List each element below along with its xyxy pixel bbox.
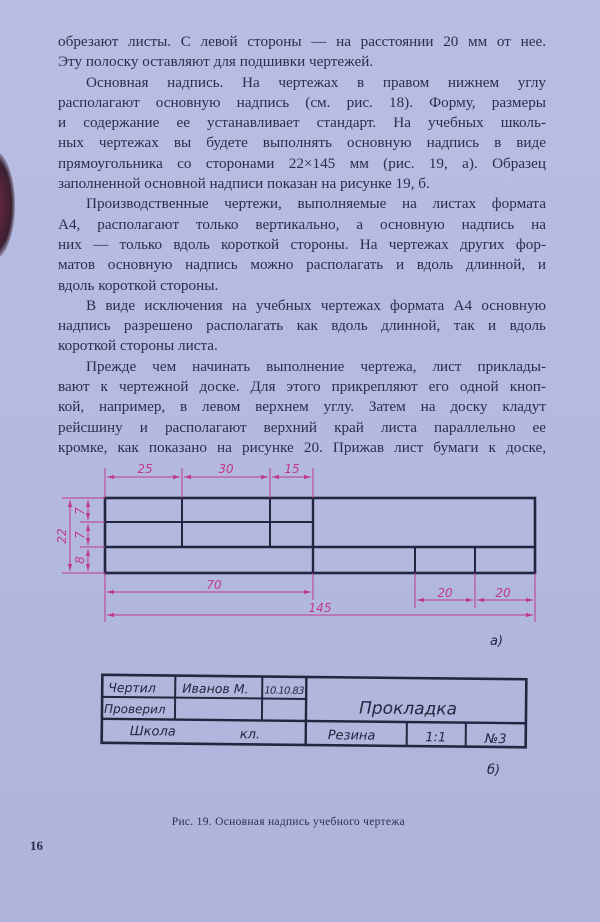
cell-school: Школа bbox=[129, 724, 176, 740]
text-line: рейсшину и располагают верхний край листа параллельно ее bbox=[58, 418, 546, 436]
cell-drew-date: 10.10.83 bbox=[264, 685, 305, 697]
cell-material: Резина bbox=[327, 728, 376, 744]
text-line: кромке, как показано на рисунке 20. Прижав лист бумаги к доске, bbox=[58, 438, 546, 456]
figure-b-label: б) bbox=[487, 763, 501, 778]
text-line: короткой стороны листа. bbox=[58, 337, 218, 355]
cell-class: кл. bbox=[239, 727, 261, 743]
title-block-filled bbox=[102, 675, 527, 747]
text-line: обрезают листы. С левой стороны — на расстоянии 20 мм от нее. bbox=[58, 33, 546, 50]
dim-145: 145 bbox=[308, 601, 332, 615]
text-line: вдоль короткой стороны. bbox=[58, 276, 219, 294]
dim-15: 15 bbox=[284, 462, 300, 476]
cell-drew-name: Иванов М. bbox=[182, 680, 249, 697]
cell-scale: 1:1 bbox=[425, 730, 447, 746]
text-line: ных чертежах вы будете выполнять основную надпись в виде bbox=[58, 134, 546, 152]
text-line: А4, располагают только вертикально, а основную надпись на bbox=[58, 215, 546, 233]
text-line: заполненной основной надписи показан на рисунке 19, б. bbox=[58, 175, 430, 193]
text-line: и содержание ее устанавливает стандарт. На учебных школь- bbox=[58, 114, 546, 132]
text-line: Эту полоску оставляют для подшивки чертежей. bbox=[58, 53, 374, 71]
figure-caption: Рис. 19. Основная надпись учебного чертежа bbox=[171, 816, 405, 828]
cell-drew-label: Чертил bbox=[108, 679, 156, 696]
text-line: прямоугольника со сторонами 22×145 мм (рис. 19, а). Образец bbox=[58, 154, 546, 172]
text-line: Производственные чертежи, выполняемые на листах формата bbox=[86, 195, 546, 213]
dim-7-top: 7 bbox=[73, 507, 87, 515]
page-number: 16 bbox=[30, 838, 43, 853]
dim-7-mid: 7 bbox=[73, 531, 87, 539]
title-block-outline-a bbox=[105, 498, 535, 573]
figure-a-label: а) bbox=[490, 634, 504, 649]
dim-25: 25 bbox=[137, 462, 153, 476]
text-line: В виде исключения на учебных чертежах формата А4 основную bbox=[86, 296, 546, 314]
dim-8: 8 bbox=[73, 556, 87, 564]
text-line: Прежде чем начинать выполнение чертежа, лист приклады- bbox=[86, 357, 546, 375]
text-line: матов основную надпись можно располагать и вдоль длинной, и bbox=[58, 256, 546, 274]
cell-title: Прокладка bbox=[358, 698, 458, 720]
dim-22: 22 bbox=[55, 528, 69, 544]
cell-checked-label: Проверил bbox=[103, 701, 166, 717]
text-line: располагают основную надпись (см. рис. 18). Форму, размеры bbox=[58, 93, 546, 111]
cell-number: №3 bbox=[484, 731, 507, 748]
dim-70: 70 bbox=[206, 578, 222, 592]
dim-20-left: 20 bbox=[437, 586, 453, 600]
dim-20-right: 20 bbox=[495, 586, 511, 600]
text-line: вают к чертежной доске. Для этого прикрепляют его одной кноп- bbox=[58, 378, 546, 396]
text-line: них — только вдоль короткой стороны. На чертежах других фор- bbox=[58, 235, 546, 253]
text-line: кой, например, в левом верхнем углу. Затем на доску кладут bbox=[58, 398, 546, 416]
dimension-lines bbox=[62, 468, 535, 622]
text-line: надпись разрешено располагать как вдоль длинной, так и вдоль bbox=[58, 317, 546, 335]
text-line: Основная надпись. На чертежах в правом нижнем углу bbox=[86, 73, 546, 91]
dim-30: 30 bbox=[218, 462, 234, 476]
